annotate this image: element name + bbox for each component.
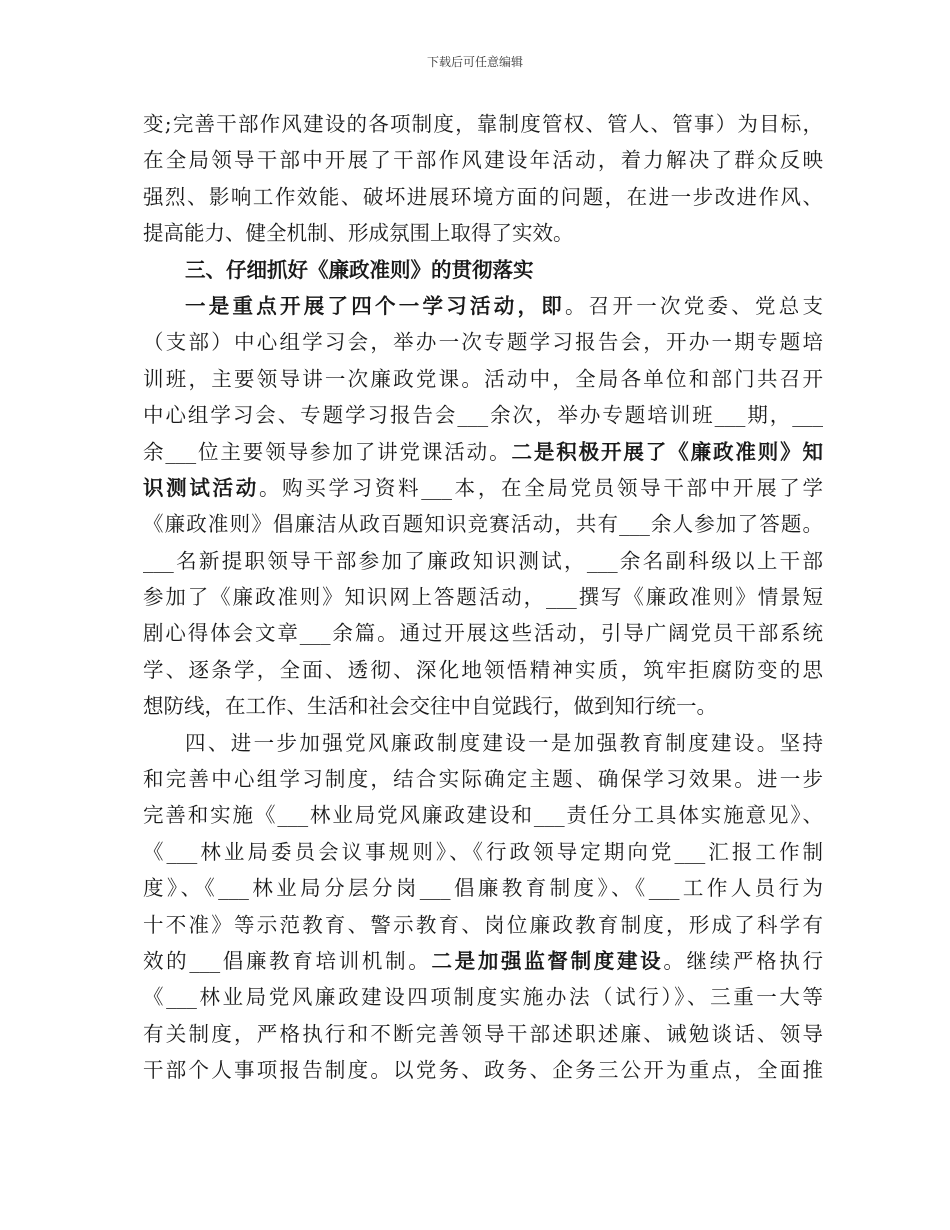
text-line xyxy=(143,397,823,433)
text-segment: 。召开一次党委、党总支 xyxy=(565,293,823,318)
text-line xyxy=(143,252,823,288)
text-line xyxy=(143,142,823,178)
text-line xyxy=(143,1052,823,1088)
text-segment: 《___林业局委员会议事规则》、《行政领导定期向党___汇报工作制 xyxy=(143,839,823,864)
text-segment: 中心组学习会、专题学习报告会___余次，举办专题培训班___期，___ xyxy=(143,403,823,428)
text-segment: ___名新提职领导干部参加了廉政知识测试，___余名副科级以上干部 xyxy=(143,548,823,573)
text-line xyxy=(143,761,823,797)
text-segment: 在全局领导干部中开展了干部作风建设年活动，着力解决了群众反映 xyxy=(143,148,823,173)
bold-text-segment: 三、仔细抓好《廉政准则》的贯彻落实 xyxy=(185,257,534,282)
text-segment: 。购买学习资料___本，在全局党员领导干部中开展了学 xyxy=(258,475,823,500)
text-segment: 《___林业局党风廉政建设四项制度实施办法（试行）》、三重一大等 xyxy=(143,985,823,1010)
text-line xyxy=(143,943,823,979)
text-segment: 余___位主要领导参加了讲党课活动。 xyxy=(143,439,512,464)
text-line xyxy=(143,907,823,943)
text-line xyxy=(143,1016,823,1052)
text-line xyxy=(143,361,823,397)
text-line xyxy=(143,506,823,542)
text-line xyxy=(143,106,823,142)
text-line xyxy=(143,288,823,324)
text-line xyxy=(143,215,823,251)
text-segment: （支部）中心组学习会，举办一次专题学习报告会，开办一期专题培 xyxy=(143,330,823,355)
text-line xyxy=(143,579,823,615)
text-segment: 变;完善干部作风建设的各项制度，靠制度管权、管人、管事）为目标， xyxy=(143,112,823,136)
text-line xyxy=(143,797,823,833)
text-line xyxy=(143,834,823,870)
text-segment: 十不准》等示范教育、警示教育、岗位廉政教育制度，形成了科学有 xyxy=(143,912,823,937)
text-segment: 想防线，在工作、生活和社会交往中自觉践行，做到知行统一。 xyxy=(143,694,717,719)
text-segment: 。继续严格执行 xyxy=(663,948,823,973)
text-segment: 干部个人事项报告制度。以党务、政务、企务三公开为重点，全面推 xyxy=(143,1058,823,1083)
text-segment: 剧心得体会文章___余篇。通过开展这些活动，引导广阔党员干部系统 xyxy=(143,621,823,646)
text-segment: 参加了《廉政准则》知识网上答题活动，___撰写《廉政准则》情景短 xyxy=(143,585,823,610)
page-header-note: 下载后可任意编辑 xyxy=(426,55,523,69)
text-segment: 有关制度，严格执行和不断完善领导干部述职述廉、诫勉谈话、领导 xyxy=(143,1021,823,1046)
text-line xyxy=(143,543,823,579)
text-segment: 效的___倡廉教育培训机制。 xyxy=(143,948,432,973)
text-segment: 《廉政准则》倡廉洁从政百题知识竞赛活动，共有___余人参加了答题。 xyxy=(143,512,823,537)
text-segment: 学、逐条学，全面、透彻、深化地领悟精神实质，筑牢拒腐防变的思 xyxy=(143,657,823,682)
text-line xyxy=(143,615,823,651)
text-segment: 训班，主要领导讲一次廉政党课。活动中，全局各单位和部门共召开 xyxy=(143,366,823,391)
text-line xyxy=(143,979,823,1015)
text-segment: 强烈、影响工作效能、破坏进展环境方面的问题，在进一步改进作风、 xyxy=(143,184,823,209)
bold-text-segment: 二是积极开展了《廉政准则》知 xyxy=(511,439,823,464)
bold-text-segment: 一是重点开展了四个一学习活动，即 xyxy=(185,293,565,318)
text-segment: 四、进一步加强党风廉政制度建设一是加强教育制度建设。坚持 xyxy=(185,730,823,755)
text-line xyxy=(143,324,823,360)
text-line xyxy=(143,652,823,688)
bold-text-segment: 二是加强监督制度建设 xyxy=(431,948,664,973)
text-segment: 提高能力、健全机制、形成氛围上取得了实效。 xyxy=(143,221,574,246)
text-segment: 完善和实施《___林业局党风廉政建设和___责任分工具体实施意见》、 xyxy=(143,803,823,828)
bold-text-segment: 识测试活动 xyxy=(143,475,259,500)
text-line xyxy=(143,179,823,215)
text-line xyxy=(143,870,823,906)
document-body xyxy=(143,106,823,1089)
text-line xyxy=(143,725,823,761)
text-segment: 和完善中心组学习制度，结合实际确定主题、确保学习效果。进一步 xyxy=(143,767,823,792)
text-line xyxy=(143,434,823,470)
text-line xyxy=(143,470,823,506)
text-segment: 度》、《___林业局分层分岗___倡廉教育制度》、《___工作人员行为 xyxy=(143,876,823,901)
text-line xyxy=(143,688,823,724)
